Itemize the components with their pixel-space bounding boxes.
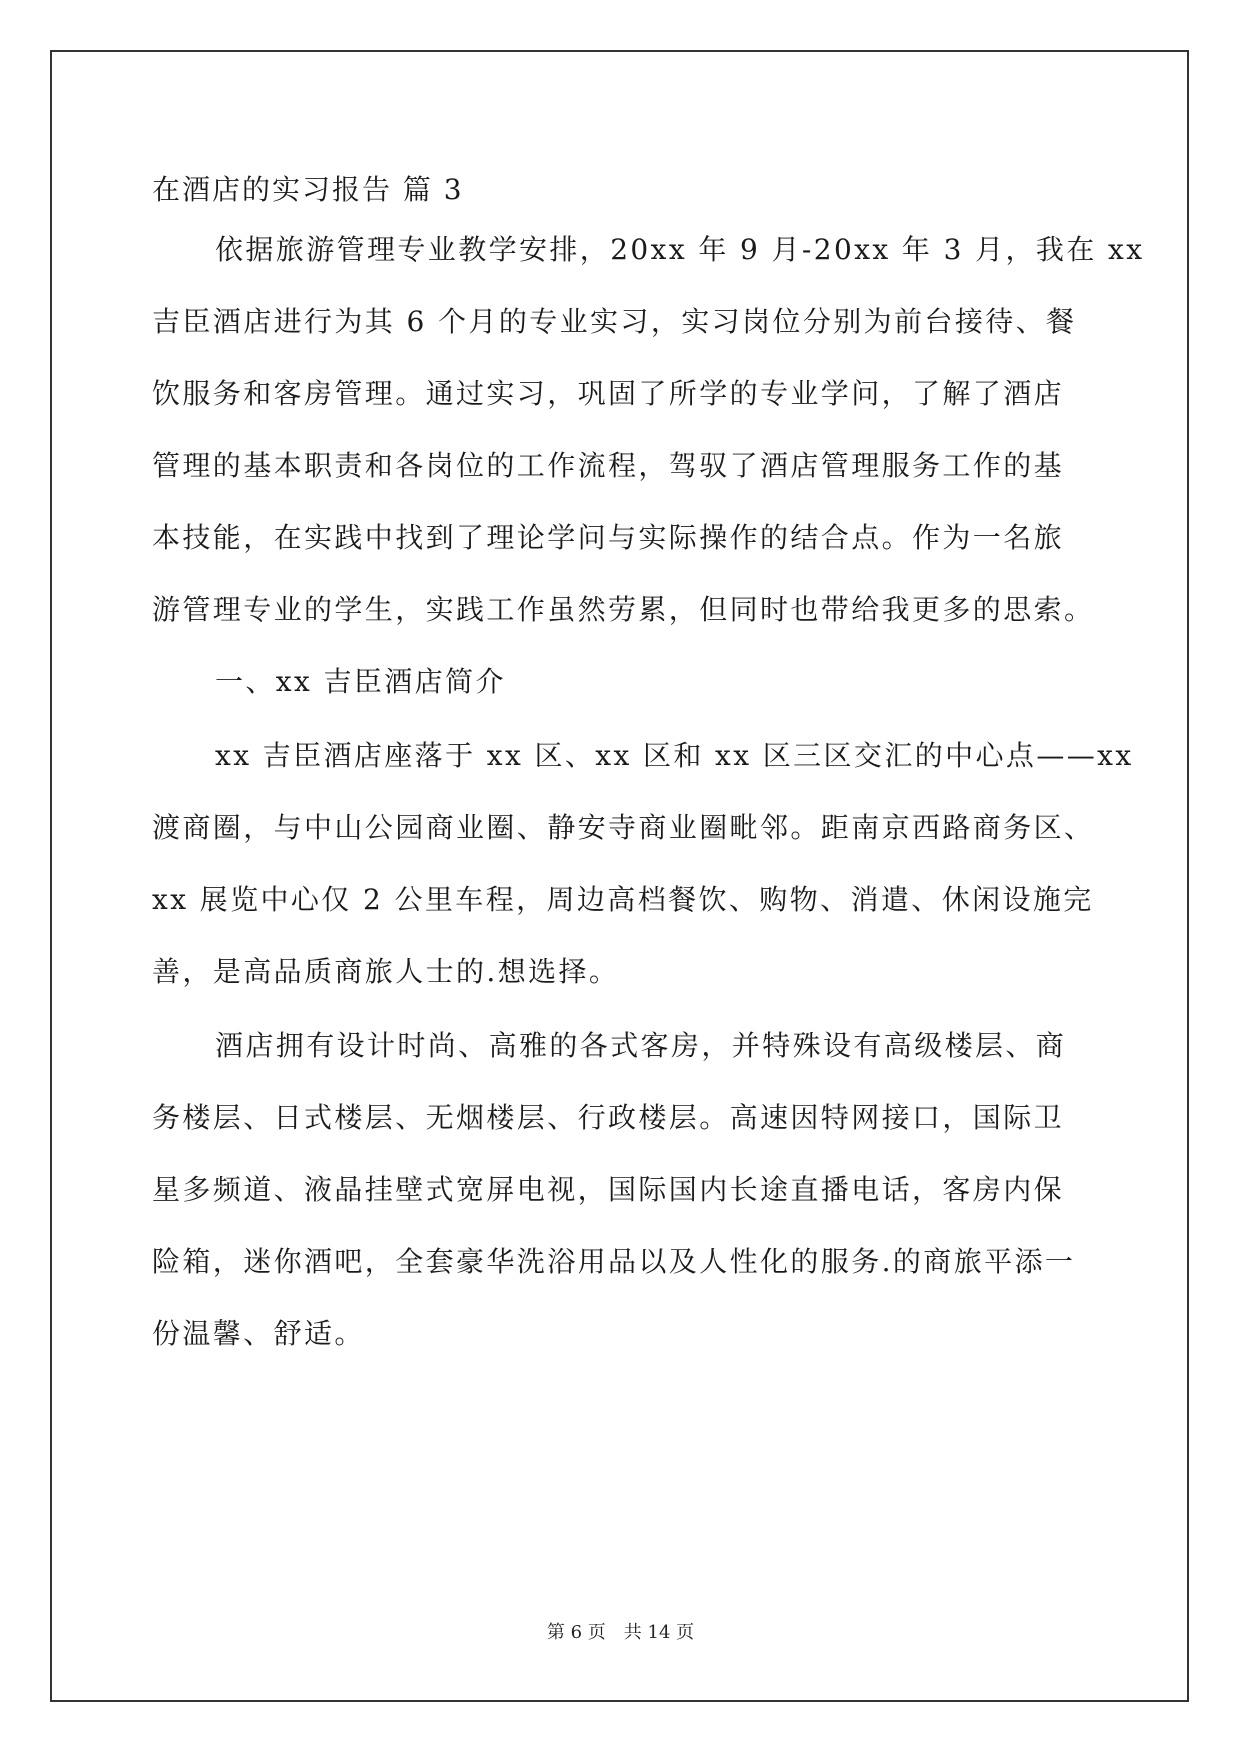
paragraph-3-line-1: 酒店拥有设计时尚、高雅的各式客房，并特殊设有高级楼层、商 [215,1029,1067,1062]
section-heading: 一、xx 吉臣酒店简介 [215,665,506,698]
paragraph-1-line-1: 依据旅游管理专业教学安排，20xx 年 9 月-20xx 年 3 月，我在 xx [215,233,1145,266]
document-title: 在酒店的实习报告 篇 3 [152,173,464,206]
paragraph-3-line-2: 务楼层、日式楼层、无烟楼层、行政楼层。高速因特网接口，国际卫 [152,1101,1065,1134]
paragraph-1-line-6: 游管理专业的学生，实践工作虽然劳累，但同时也带给我更多的思索。 [152,593,1095,626]
paragraph-3-line-3: 星多频道、液晶挂壁式宽屏电视，国际国内长途直播电话，客房内保 [152,1173,1065,1206]
paragraph-1-line-2: 吉臣酒店进行为其 6 个月的专业实习，实习岗位分别为前台接待、餐 [152,305,1077,338]
paragraph-2-line-4: 善，是高品质商旅人士的.想选择。 [152,955,620,988]
paragraph-2-line-1: xx 吉臣酒店座落于 xx 区、xx 区和 xx 区三区交汇的中心点——xx [215,739,1134,772]
paragraph-3-line-5: 份温馨、舒适。 [152,1317,365,1350]
paragraph-2-line-2: 渡商圈，与中山公园商业圈、静安寺商业圈毗邻。距南京西路商务区、 [152,811,1095,844]
page-number-footer: 第 6 页 共 14 页 [546,1622,695,1643]
paragraph-2-line-3: xx 展览中心仅 2 公里车程，周边高档餐饮、购物、消遣、休闲设施完 [152,883,1094,916]
paragraph-1-line-4: 管理的基本职责和各岗位的工作流程，驾驭了酒店管理服务工作的基 [152,449,1065,482]
paragraph-1-line-5: 本技能，在实践中找到了理论学问与实际操作的结合点。作为一名旅 [152,521,1065,554]
paragraph-3-line-4: 险箱，迷你酒吧，全套豪华洗浴用品以及人性化的服务.的商旅平添一 [152,1245,1076,1278]
page-border [50,50,1189,1702]
paragraph-1-line-3: 饮服务和客房管理。通过实习，巩固了所学的专业学问，了解了酒店 [152,377,1065,410]
